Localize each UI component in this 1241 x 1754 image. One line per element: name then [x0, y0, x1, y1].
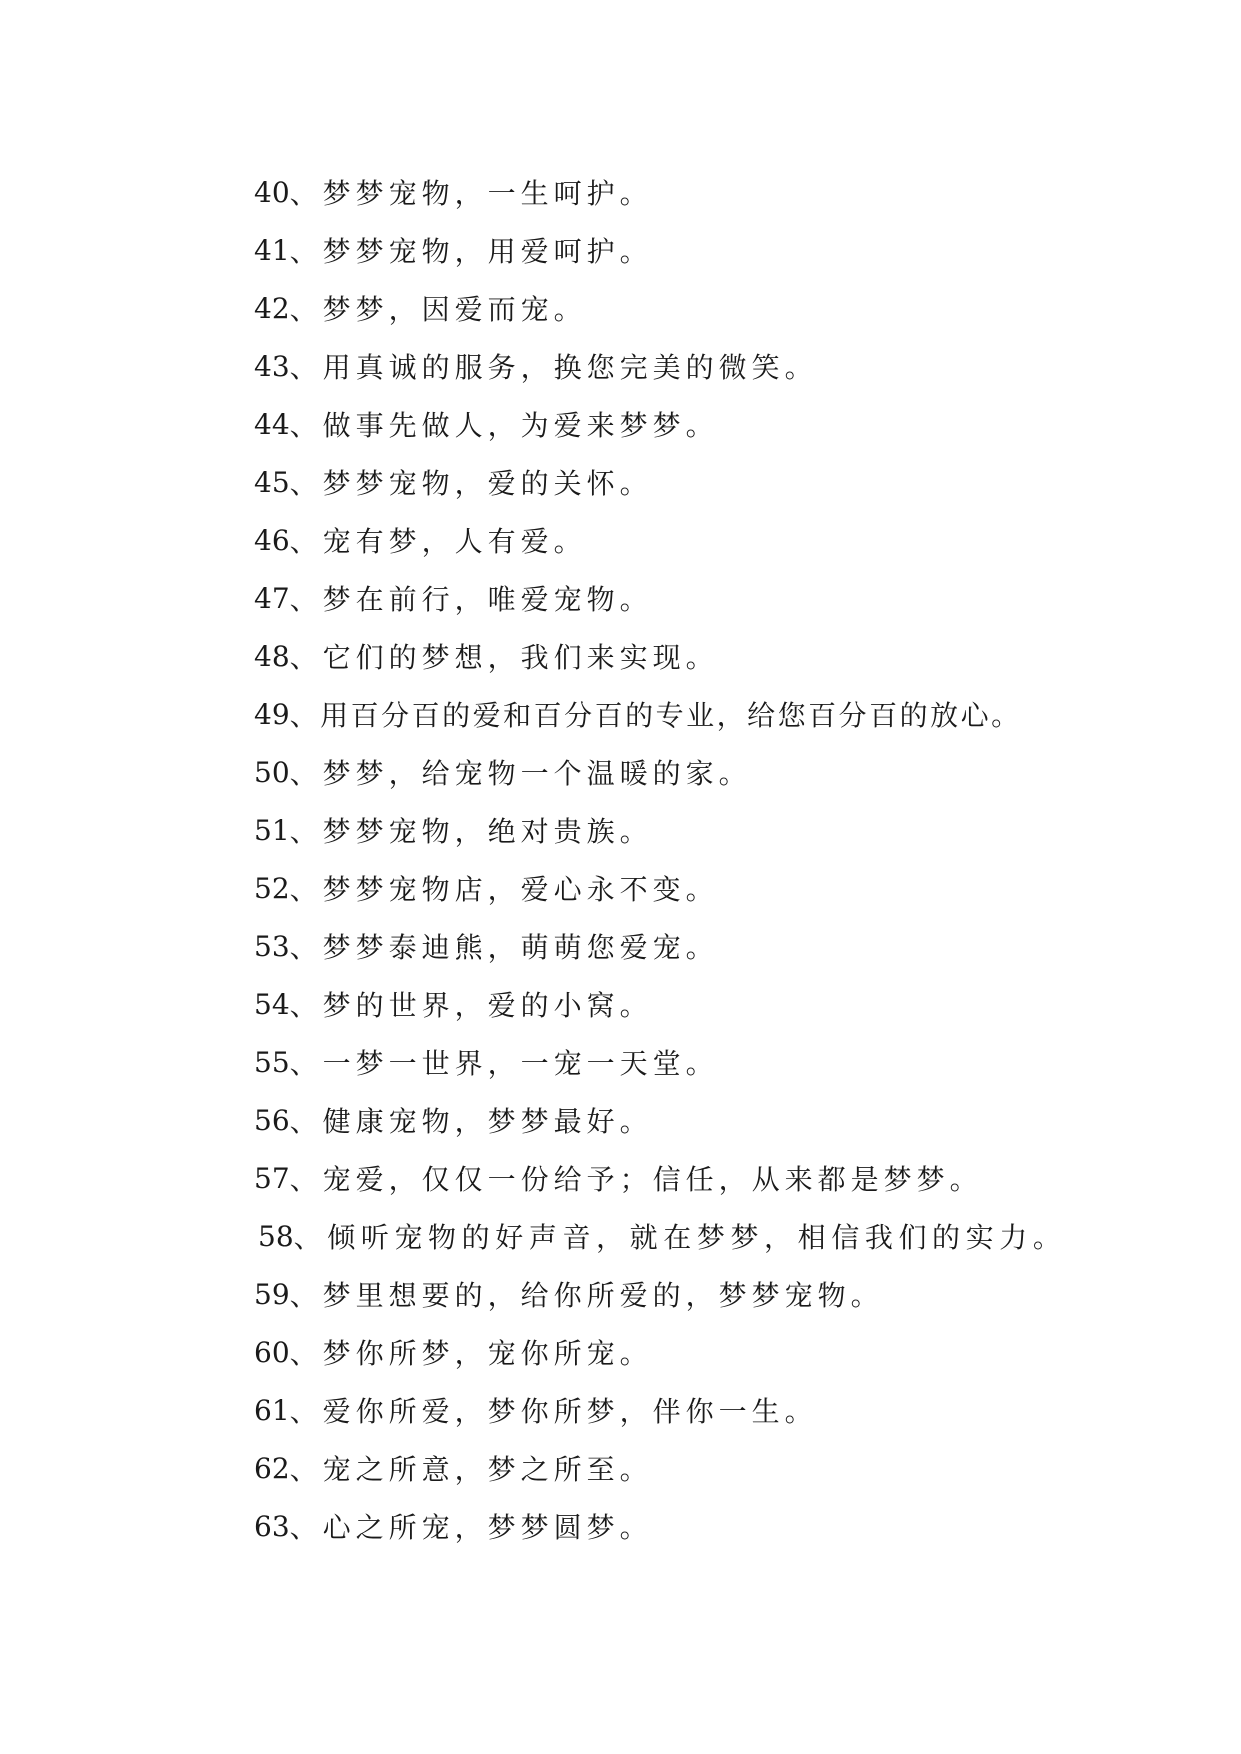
item-text: 、做事先做人，为爱来梦梦。: [289, 409, 719, 442]
item-text: 、用百分百的爱和百分百的专业，给您百分百的放心。: [289, 699, 1022, 732]
item-number: 54: [254, 987, 290, 1021]
list-item: [254, 859, 1066, 917]
item-number: 44: [254, 407, 290, 441]
list-item: [254, 1207, 1066, 1265]
item-number: 62: [254, 1451, 290, 1485]
list-item: [254, 221, 1066, 279]
item-number: 43: [254, 349, 290, 383]
item-text: 、梦梦宠物，爱的关怀。: [289, 467, 653, 500]
item-number: 55: [254, 1045, 290, 1079]
item-number: 42: [254, 291, 290, 325]
item-number: 50: [254, 755, 290, 789]
item-text: 、宠之所意，梦之所至。: [289, 1453, 653, 1486]
item-number: 60: [254, 1335, 290, 1369]
list-item: [254, 685, 1066, 743]
item-number: 52: [254, 871, 290, 905]
list-item: [254, 1497, 1066, 1555]
list-item: [254, 511, 1066, 569]
item-text: 、宠爱，仅仅一份给予；信任，从来都是梦梦。: [289, 1163, 983, 1196]
list-item: [254, 1381, 1066, 1439]
item-text: 、心之所宠，梦梦圆梦。: [289, 1511, 653, 1544]
item-number: 57: [254, 1161, 290, 1195]
list-item: [254, 1149, 1066, 1207]
item-number: 47: [254, 581, 290, 615]
item-number: 46: [254, 523, 290, 557]
item-text: 、梦的世界，爱的小窝。: [289, 989, 653, 1022]
item-text: 、一梦一世界，一宠一天堂。: [289, 1047, 719, 1080]
list-item: [254, 917, 1066, 975]
list-item: [254, 1033, 1066, 1091]
item-number: 63: [254, 1509, 290, 1543]
item-text: 、梦在前行，唯爱宠物。: [289, 583, 653, 616]
list-item: [254, 1265, 1066, 1323]
item-number: 53: [254, 929, 290, 963]
list-item: [254, 975, 1066, 1033]
item-text: 、梦梦，给宠物一个温暖的家。: [289, 757, 752, 790]
item-text: 、梦梦宠物，用爱呵护。: [289, 235, 653, 268]
item-text: 、梦你所梦，宠你所宠。: [289, 1337, 653, 1370]
list-item: [254, 395, 1066, 453]
item-number: 49: [254, 697, 290, 731]
list-item: [254, 569, 1066, 627]
item-text: 、用真诚的服务，换您完美的微笑。: [289, 351, 818, 384]
item-number: 45: [254, 465, 290, 499]
item-number: 58: [258, 1219, 294, 1253]
list-item: [254, 1091, 1066, 1149]
item-text: 、梦梦宠物，绝对贵族。: [289, 815, 653, 848]
item-text: 、梦里想要的，给你所爱的，梦梦宠物。: [289, 1279, 884, 1312]
item-text: 、倾听宠物的好声音，就在梦梦，相信我们的实力。: [293, 1221, 1067, 1254]
item-text: 、梦梦宠物，一生呵护。: [289, 177, 653, 210]
list-item: [254, 627, 1066, 685]
item-text: 、它们的梦想，我们来实现。: [289, 641, 719, 674]
list-item: [254, 743, 1066, 801]
slogan-list: [254, 163, 1066, 1555]
item-number: 41: [254, 233, 290, 267]
item-number: 48: [254, 639, 290, 673]
list-item: [254, 801, 1066, 859]
list-item: [254, 337, 1066, 395]
list-item: [254, 1439, 1066, 1497]
item-text: 、梦梦泰迪熊，萌萌您爱宠。: [289, 931, 719, 964]
item-number: 40: [254, 175, 290, 209]
item-text: 、梦梦，因爱而宠。: [289, 293, 587, 326]
list-item: [254, 453, 1066, 511]
list-item: [254, 279, 1066, 337]
list-item: [254, 1323, 1066, 1381]
item-text: 、爱你所爱，梦你所梦，伴你一生。: [289, 1395, 818, 1428]
item-text: 、梦梦宠物店，爱心永不变。: [289, 873, 719, 906]
item-number: 59: [254, 1277, 290, 1311]
item-number: 51: [254, 813, 290, 847]
list-item: [254, 163, 1066, 221]
item-number: 56: [254, 1103, 290, 1137]
item-number: 61: [254, 1393, 290, 1427]
item-text: 、宠有梦，人有爱。: [289, 525, 587, 558]
item-text: 、健康宠物，梦梦最好。: [289, 1105, 653, 1138]
